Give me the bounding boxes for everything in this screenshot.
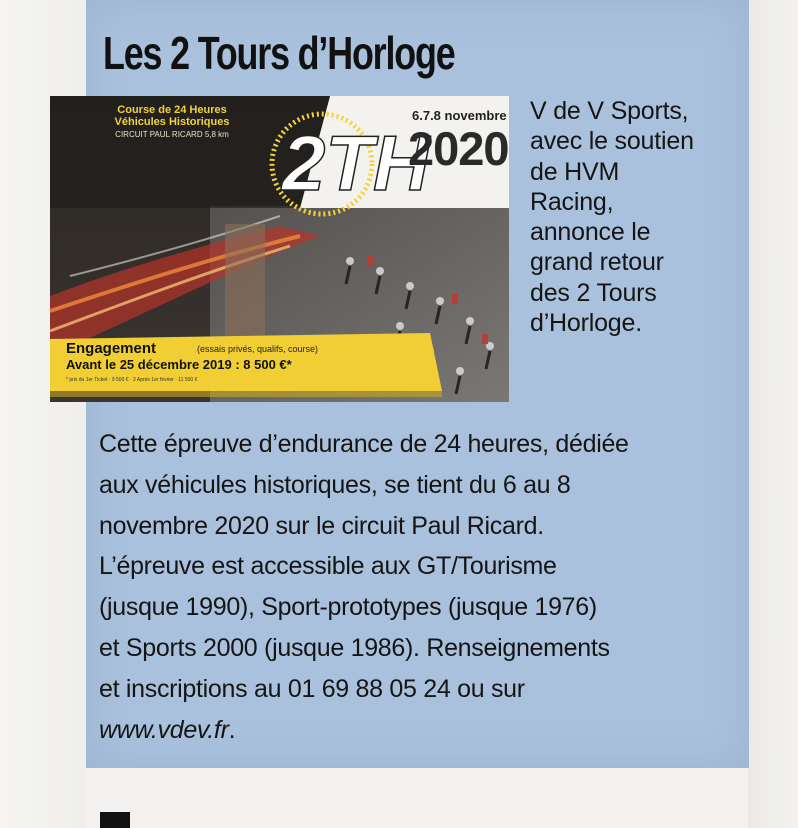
intro-line: de HVM <box>530 157 620 186</box>
body-line: Cette épreuve d’endurance de 24 heures, dédiée <box>99 430 629 458</box>
article-intro <box>530 96 745 338</box>
body-line: et inscriptions au 01 69 88 05 24 ou sur <box>99 674 525 703</box>
website-link[interactable]: www.vdev.fr <box>99 715 229 744</box>
poster-event-line-2: Véhicules Historiques <box>114 116 230 128</box>
2th-logo <box>260 106 430 222</box>
intro-line: Racing, <box>530 187 614 216</box>
engagement-fine-print: * prix du 1er Ticket · 9 500 € · 2 Après 1er février · 11 500 € <box>66 377 198 383</box>
engagement-subtitle: (essais privés, qualifs, course) <box>197 344 319 354</box>
intro-line: grand retour <box>530 248 664 277</box>
page-margin-right <box>748 0 798 828</box>
body-line: aux véhicules historiques, se tient du 6 au 8 <box>99 470 571 499</box>
body-line-url <box>99 710 739 751</box>
engagement-deadline: Avant le 25 décembre 2019 : 8 500 €* <box>66 357 292 372</box>
poster-dates: 6.7.8 novembre <box>412 108 507 123</box>
article-body <box>99 424 739 750</box>
body-line: et Sports 2000 (jusque 1986). Renseignements <box>99 633 610 662</box>
intro-line: annonce le <box>530 218 651 247</box>
event-poster <box>50 96 509 402</box>
poster-event-title <box>72 104 272 142</box>
intro-line: V de V Sports, <box>530 97 689 125</box>
poster-event-line-1: Course de 24 Heures <box>117 104 227 116</box>
url-period: . <box>228 715 236 744</box>
engagement-title: Engagement <box>66 340 157 357</box>
intro-line: avec le soutien <box>530 127 694 156</box>
intro-line: des 2 Tours <box>530 278 657 307</box>
article-headline: Les 2 Tours d’Horloge <box>103 27 455 79</box>
body-line: novembre 2020 sur le circuit Paul Ricard. <box>99 511 544 540</box>
intro-line: d’Horloge. <box>530 309 642 338</box>
body-line: L’épreuve est accessible aux GT/Tourisme <box>99 552 557 581</box>
logo-mark: 2TH <box>282 119 430 207</box>
body-line: (jusque 1990), Sport-prototypes (jusque 1976) <box>99 593 597 622</box>
poster-year: 2020 <box>408 122 509 175</box>
next-article-fragment <box>100 812 130 828</box>
poster-event-line-3: CIRCUIT PAUL RICARD 5,8 km <box>115 130 229 139</box>
